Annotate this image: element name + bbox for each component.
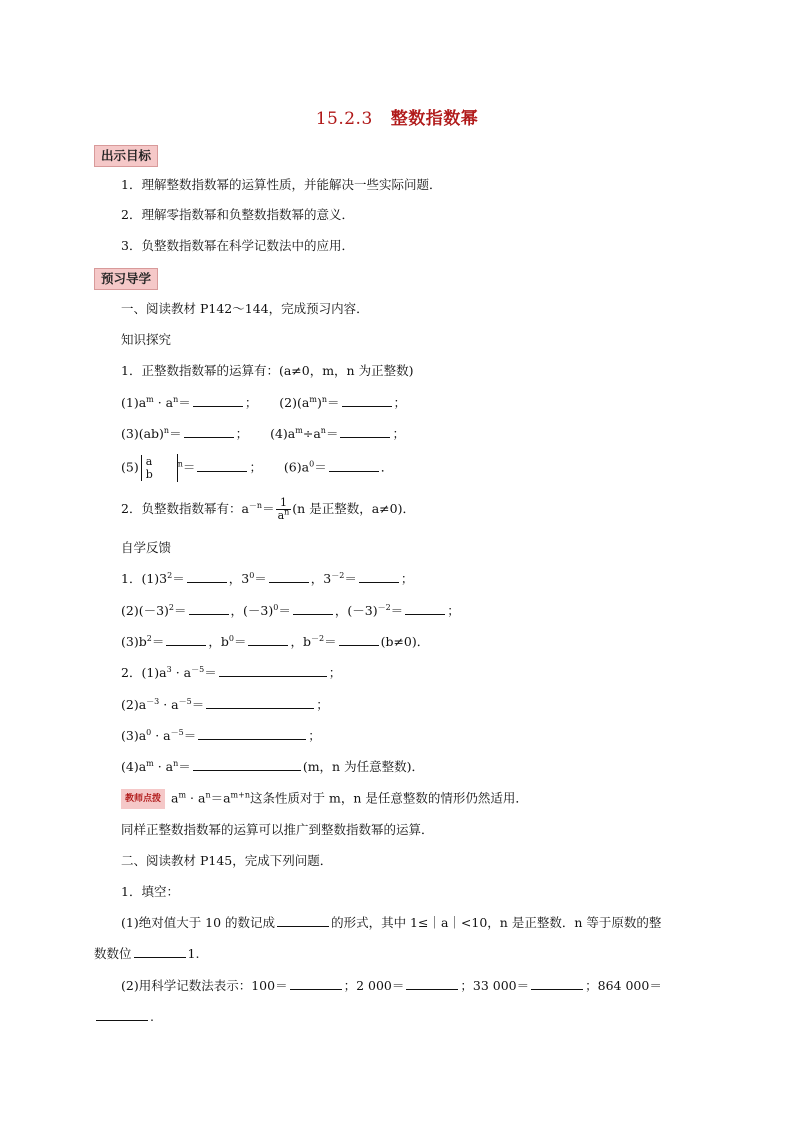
feedback-row-3: $(3)b^2=$ ，$b^0=$ ，$b^{-2}= (b\ne 0)$． xyxy=(121,633,430,649)
answer-blank[interactable] xyxy=(193,394,243,407)
part2-intro: 二、阅读教材 P145，完成下列问题． xyxy=(121,853,333,868)
teacher-tip-badge: 教师点拨 xyxy=(121,789,165,809)
answer-blank[interactable] xyxy=(342,394,392,407)
answer-blank[interactable] xyxy=(359,570,399,583)
objectives-badge: 出示目标 xyxy=(94,145,158,167)
answer-blank[interactable] xyxy=(187,570,227,583)
answer-blank[interactable] xyxy=(339,633,379,646)
fill-item-2: (2)用科学记数法表示：100＝ ；2 000＝ ；33 000＝ ；864 000＝ xyxy=(121,978,662,993)
exercise-2-1: 2．$(1)a^3 \cdot a^{-5}=$ ； xyxy=(121,664,342,680)
answer-blank[interactable] xyxy=(405,602,445,615)
rule-row-2: (3)(ab)$^n$＝ ； $(4)a^m\div a^n=$ ； xyxy=(121,425,405,441)
answer-blank[interactable] xyxy=(329,459,379,472)
section-name: 整数指数幂 xyxy=(390,109,479,129)
exercise-2-4: $(4)a^m \cdot a^n= (m$，n 为任意整数)． xyxy=(121,758,424,774)
answer-blank[interactable] xyxy=(340,425,390,438)
question-1: 1．正整数指数幂的运算有：(a≠0，m，n 为正整数) xyxy=(121,363,414,378)
answer-blank[interactable] xyxy=(166,633,206,646)
rule-row-1: $(1)a^m \cdot a^n=$ ； $(2)(a^m)^n=$ ； xyxy=(121,394,407,410)
answer-blank[interactable] xyxy=(193,758,301,771)
feedback-row-1: 1．$(1)3^2=$ ，$3^0=$ ，$3^{-2}=$ ； xyxy=(121,570,414,586)
answer-blank[interactable] xyxy=(197,459,247,472)
exercise-2-3: $(3)a^0 \cdot a^{-5}=$ ； xyxy=(121,727,321,743)
objective-3: 3．负整数指数幂在科学记数法中的应用． xyxy=(121,238,354,253)
preview-badge: 预习导学 xyxy=(94,268,158,290)
fill-heading: 1．填空： xyxy=(121,884,179,899)
teacher-tip: 教师点拨 $a^m \cdot a^n=a^{m+n}$这条性质对于 m，n 是任意整数的情形仍然适用． xyxy=(121,789,528,809)
answer-blank[interactable] xyxy=(248,633,288,646)
fill-item-1-cont: 数数位 1. xyxy=(94,946,200,961)
rule-row-3: (5) a b $^n$＝ ； $(6)a^0=$ ． xyxy=(121,455,394,481)
answer-blank[interactable] xyxy=(290,977,342,990)
answer-blank[interactable] xyxy=(531,977,583,990)
fraction-1-over-an: $\frac{1}{a^n}$ xyxy=(277,496,290,522)
fraction-a-over-b: a b xyxy=(141,455,153,481)
section-number: 15.2.3 xyxy=(315,109,373,129)
answer-blank[interactable] xyxy=(198,727,306,740)
feedback-heading: 自学反馈 xyxy=(121,540,172,555)
objective-2: 2．理解零指数幂和负整数指数幂的意义． xyxy=(121,207,354,222)
answer-blank[interactable] xyxy=(219,664,327,677)
answer-blank[interactable] xyxy=(184,425,234,438)
fill-item-1: (1)绝对值大于 10 的数记成 的形式，其中 1≤｜a｜<10，n 是正整数．n 等于原数的整 xyxy=(121,915,662,930)
answer-blank[interactable] xyxy=(293,602,333,615)
exercise-2-2: $(2)a^{-3} \cdot a^{-5}=$ ； xyxy=(121,696,329,712)
answer-blank[interactable] xyxy=(189,602,229,615)
answer-blank[interactable] xyxy=(269,570,309,583)
answer-blank[interactable] xyxy=(406,977,458,990)
fill-item-2-cont: . xyxy=(94,1008,154,1026)
answer-blank[interactable] xyxy=(206,696,314,709)
objective-1: 1．理解整数指数幂的运算性质，并能解决一些实际问题． xyxy=(121,177,442,192)
feedback-row-2: $(2)(-3)^2=$ ，$(-3)^0=$ ，$(-3)^{-2}=$ ； xyxy=(121,602,460,618)
page-title xyxy=(0,104,794,129)
answer-blank[interactable] xyxy=(96,1008,148,1021)
question-2: 2．负整数指数幂有：$a^{-n}=$ $\frac{1}{a^n}$ (n 是正整数，a≠0)． xyxy=(121,496,415,522)
answer-blank[interactable] xyxy=(277,914,329,927)
tip-line-2: 同样正整数指数幂的运算可以推广到整数指数幂的运算． xyxy=(121,822,434,837)
answer-blank[interactable] xyxy=(134,945,186,958)
part1-intro: 一、阅读教材 P142～144，完成预习内容． xyxy=(121,301,369,316)
knowledge-heading: 知识探究 xyxy=(121,332,172,347)
